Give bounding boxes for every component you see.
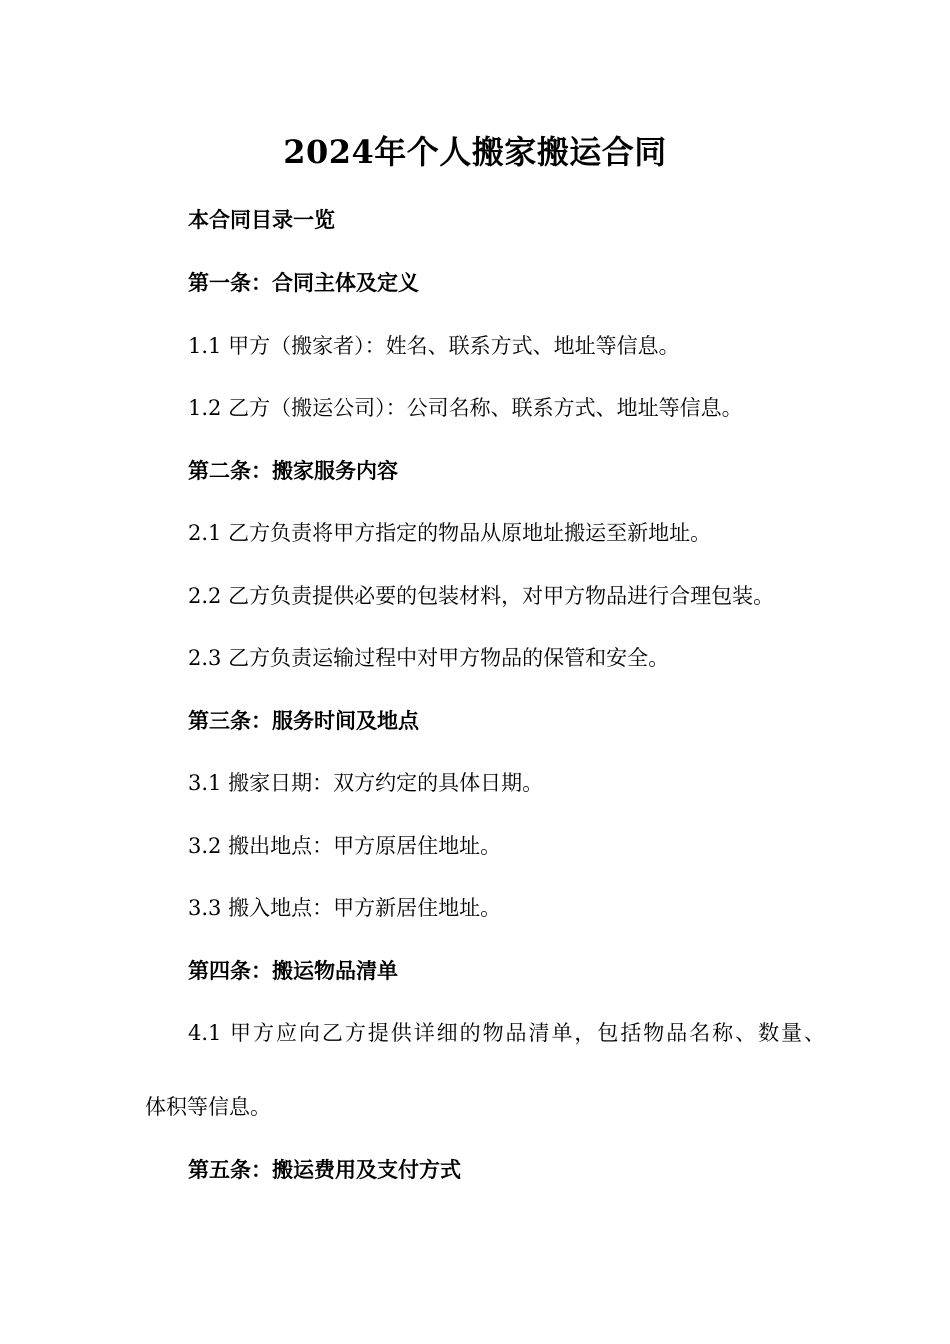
clause-3-1: 3.1 搬家日期：双方约定的具体日期。 bbox=[188, 771, 544, 795]
clause-3-2: 3.2 搬出地点：甲方原居住地址。 bbox=[188, 834, 502, 858]
section-heading-2: 第二条：搬家服务内容 bbox=[188, 458, 398, 483]
toc-heading: 本合同目录一览 bbox=[188, 207, 335, 232]
section-heading-3: 第三条：服务时间及地点 bbox=[188, 708, 419, 733]
section-heading-5: 第五条：搬运费用及支付方式 bbox=[188, 1157, 461, 1182]
clause-2-2: 2.2 乙方负责提供必要的包装材料，对甲方物品进行合理包装。 bbox=[188, 584, 775, 608]
clause-2-1: 2.1 乙方负责将甲方指定的物品从原地址搬运至新地址。 bbox=[188, 521, 712, 545]
section-heading-4: 第四条：搬运物品清单 bbox=[188, 958, 398, 983]
document-title: 2024年个人搬家搬运合同 bbox=[283, 133, 667, 171]
clause-1-2: 1.2 乙方（搬运公司）：公司名称、联系方式、地址等信息。 bbox=[188, 396, 743, 420]
clause-3-3: 3.3 搬入地点：甲方新居住地址。 bbox=[188, 896, 502, 920]
clause-2-3: 2.3 乙方负责运输过程中对甲方物品的保管和安全。 bbox=[188, 646, 670, 670]
clause-4-1-line-2: 体积等信息。 bbox=[145, 1095, 271, 1119]
section-heading-1: 第一条：合同主体及定义 bbox=[188, 270, 419, 295]
clause-4-1 bbox=[145, 1018, 825, 1122]
clause-4-1-line-1: 4.1 甲方应向乙方提供详细的物品清单，包括物品名称、数量、 bbox=[188, 1021, 825, 1045]
clause-1-1: 1.1 甲方（搬家者）：姓名、联系方式、地址等信息。 bbox=[188, 334, 680, 358]
